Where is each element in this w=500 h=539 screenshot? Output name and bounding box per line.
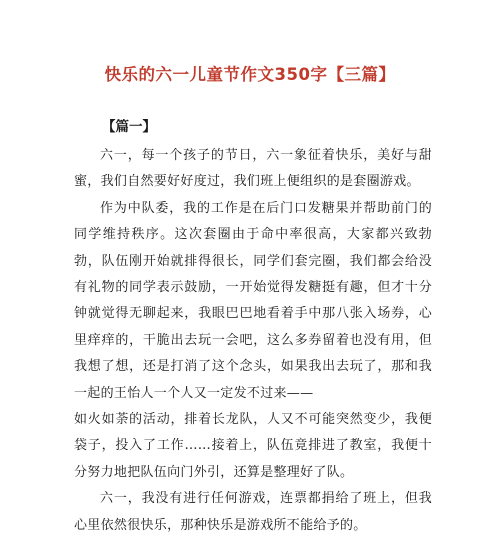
- paragraph: 六一，每一个孩子的节日，六一象征着快乐，美好与甜蜜，我们自然要好好度过，我们班上便组织的是套圈游戏。: [74, 148, 432, 190]
- paragraph: 作为中队委，我的工作是在后门口发糖果并帮助前门的同学维持秩序。这次套圈由于命中率很高，大家都兴致勃勃，队伍刚开始就排得很长，同学们套完圈，我们都会给没有礼物的同学表示鼓励，一开始觉得发糖挺有趣，但才十分钟就觉得无聊起来，我眼巴巴地看着手中那八张入场券，心里痒痒的，干脆出去玩一会吧，这么多券留着也没有用，但我想了想，还是打消了这个念头，如果我出去玩了，那和我一起的王怡人一个人又一定发不过来——: [74, 200, 432, 401]
- article-body: [74, 143, 432, 539]
- page-title: 快乐的六一儿童节作文350字【三篇】: [104, 65, 396, 84]
- section-label: 【篇一】: [102, 119, 156, 135]
- paragraph: 如火如荼的活动，排着长龙队，人又不可能突然变少，我便袋子，投入了工作……接着上，队伍竟排进了教室，我便十分努力地把队伍向门外引，还算是整理好了队。: [74, 412, 432, 480]
- paragraph: 六一，我没有进行任何游戏，连票都捐给了班上，但我心里依然很快乐，那种快乐是游戏所不能给予的。: [74, 491, 432, 533]
